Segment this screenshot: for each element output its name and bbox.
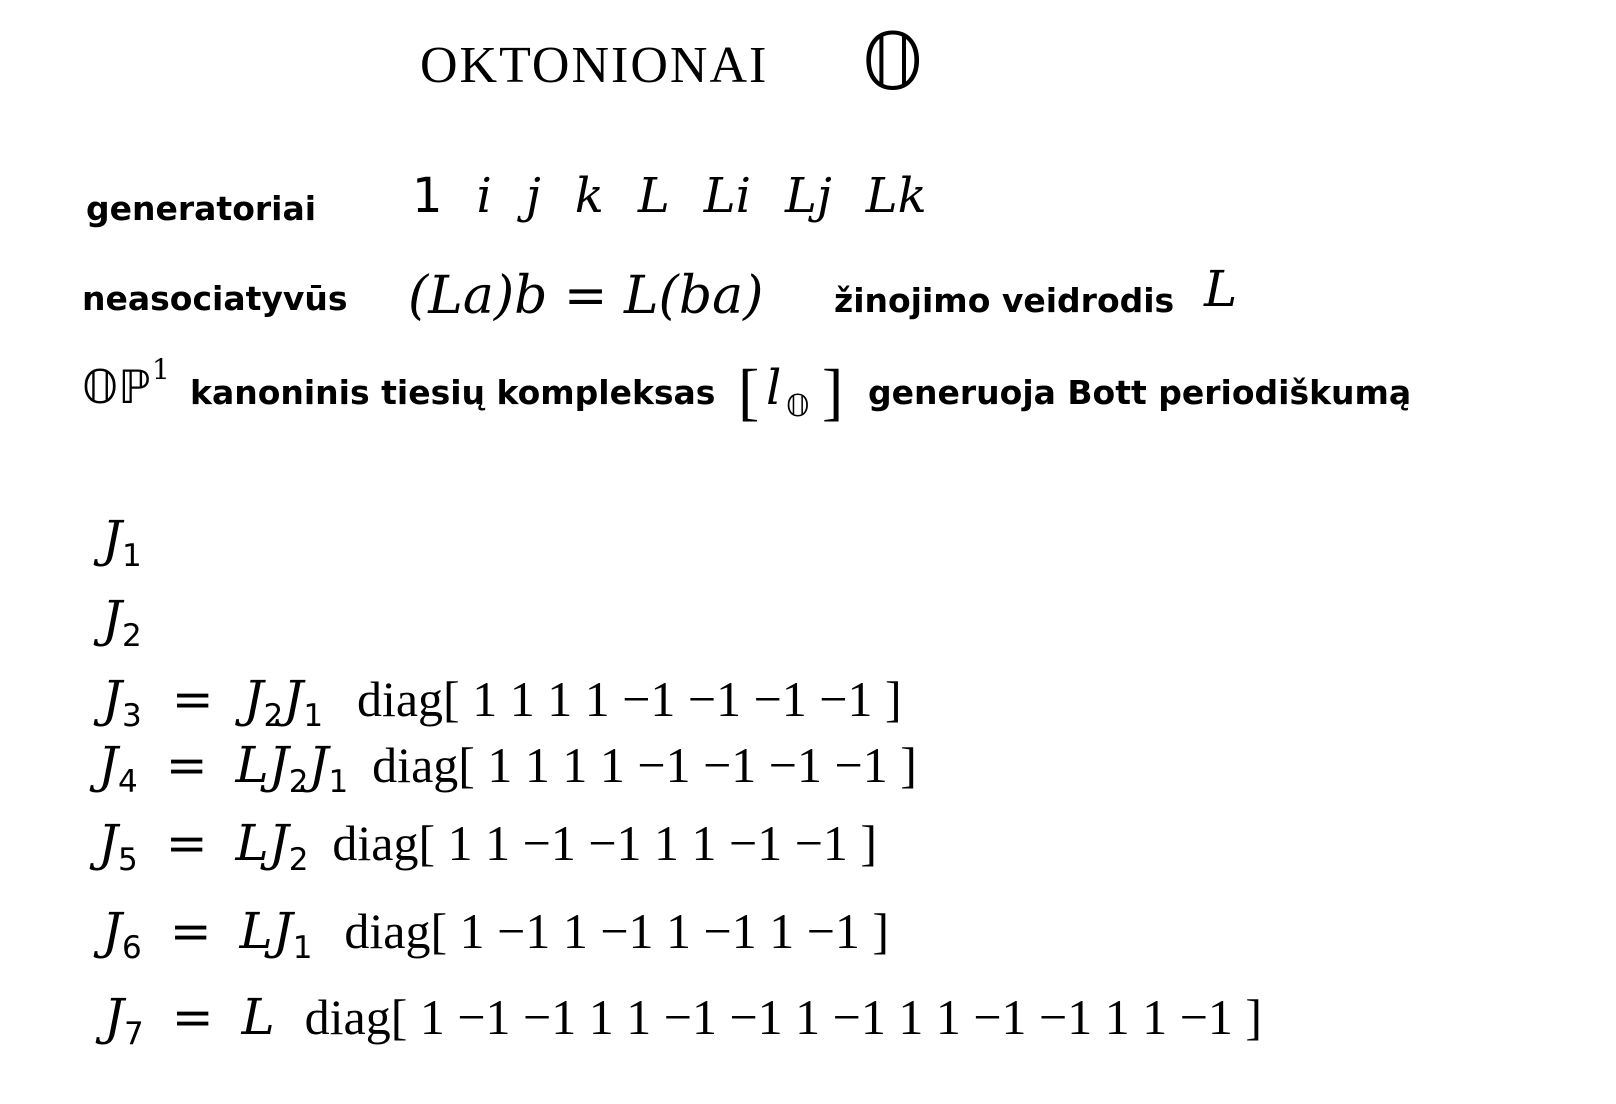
- j6-rhs-0-sub: 1: [292, 929, 313, 966]
- projective-row: [82, 353, 1482, 427]
- generators-list: [412, 168, 961, 224]
- j7-diag: diag[ 1 −1 −1 1 1 −1 −1 1 −1 1 1 −1 −1 1 1 −1 ]: [304, 989, 1263, 1045]
- j7-symbol: J: [104, 988, 125, 1046]
- j3-symbol: J: [102, 670, 123, 728]
- j3-rhs-1-sub: 1: [303, 697, 324, 734]
- j4-rhs-0: LJ: [235, 736, 289, 794]
- mirror-label: žinojimo veidrodis: [834, 281, 1175, 320]
- j4-diag: diag[ 1 1 1 1 −1 −1 −1 −1 ]: [372, 737, 917, 793]
- j1-sub: 1: [122, 537, 142, 574]
- j3-rhs-0: J: [243, 670, 264, 728]
- nonassoc-formula: (La)b = L(ba): [408, 266, 764, 326]
- j6-rhs-0: LJ: [239, 902, 293, 960]
- generators-label: generatoriai: [86, 189, 317, 228]
- projective-text-2: generuoja Bott periodiškumą: [868, 373, 1412, 412]
- generator-i: i: [476, 168, 492, 224]
- title-text: OKTONIONAI: [420, 37, 769, 94]
- j5-symbol: J: [98, 814, 119, 872]
- j4-rhs-1: J: [308, 736, 329, 794]
- l-subscript: 𝕆: [786, 389, 810, 424]
- generator-Lj: Lj: [785, 168, 832, 224]
- j2-row: [102, 590, 142, 654]
- nonassoc-label: neasociatyvūs: [82, 279, 348, 318]
- j3-rhs-1: J: [283, 670, 304, 728]
- j5-rhs-0-sub: 2: [288, 841, 309, 878]
- j3-row: [102, 670, 902, 734]
- l-symbol: l: [766, 360, 782, 416]
- projective-text-1: kanoninis tiesių kompleksas: [190, 373, 716, 412]
- j6-sub: 6: [122, 929, 142, 966]
- j1-row: [102, 510, 142, 574]
- j6-diag: diag[ 1 −1 1 −1 1 −1 1 −1 ]: [344, 903, 890, 959]
- j4-sub: 4: [118, 763, 138, 800]
- j7-row: [104, 988, 1263, 1052]
- j3-rhs-0-sub: 2: [263, 697, 284, 734]
- j6-row: [102, 902, 890, 966]
- j5-row: [98, 814, 878, 878]
- j4-row: [98, 736, 917, 800]
- j4-rhs-0-sub: 2: [288, 763, 309, 800]
- op1-superscript: 1: [152, 353, 170, 386]
- j2-symbol: J: [102, 590, 123, 648]
- op1-symbol: 𝕆ℙ: [82, 360, 151, 414]
- j3-sub: 3: [122, 697, 142, 734]
- j3-equals: =: [171, 670, 214, 728]
- j6-equals: =: [169, 902, 212, 960]
- j5-equals: =: [165, 814, 208, 872]
- j4-symbol: J: [98, 736, 119, 794]
- j5-sub: 5: [118, 841, 138, 878]
- page-title: [420, 37, 769, 94]
- j4-rhs-1-sub: 1: [328, 763, 349, 800]
- j5-rhs-0: LJ: [235, 814, 289, 872]
- bracket-open: [: [738, 356, 760, 427]
- generator-k: k: [574, 168, 604, 224]
- generator-1: 1: [412, 168, 443, 224]
- j2-sub: 2: [122, 617, 142, 654]
- j7-sub: 7: [124, 1015, 144, 1052]
- generator-L: L: [637, 168, 670, 224]
- generator-Lk: Lk: [865, 168, 927, 224]
- j7-equals: =: [171, 988, 214, 1046]
- j4-equals: =: [165, 736, 208, 794]
- j5-diag: diag[ 1 1 −1 −1 1 1 −1 −1 ]: [332, 815, 878, 871]
- generator-j: j: [525, 168, 541, 224]
- mirror-symbol: L: [1204, 260, 1238, 318]
- j3-diag: diag[ 1 1 1 1 −1 −1 −1 −1 ]: [356, 671, 902, 727]
- j6-symbol: J: [102, 902, 123, 960]
- octonion-symbol: 𝕆: [862, 18, 924, 108]
- j1-symbol: J: [102, 510, 123, 568]
- generator-Li: Li: [703, 168, 751, 224]
- j7-rhs-0: L: [241, 988, 275, 1046]
- bracket-close: ]: [822, 356, 844, 427]
